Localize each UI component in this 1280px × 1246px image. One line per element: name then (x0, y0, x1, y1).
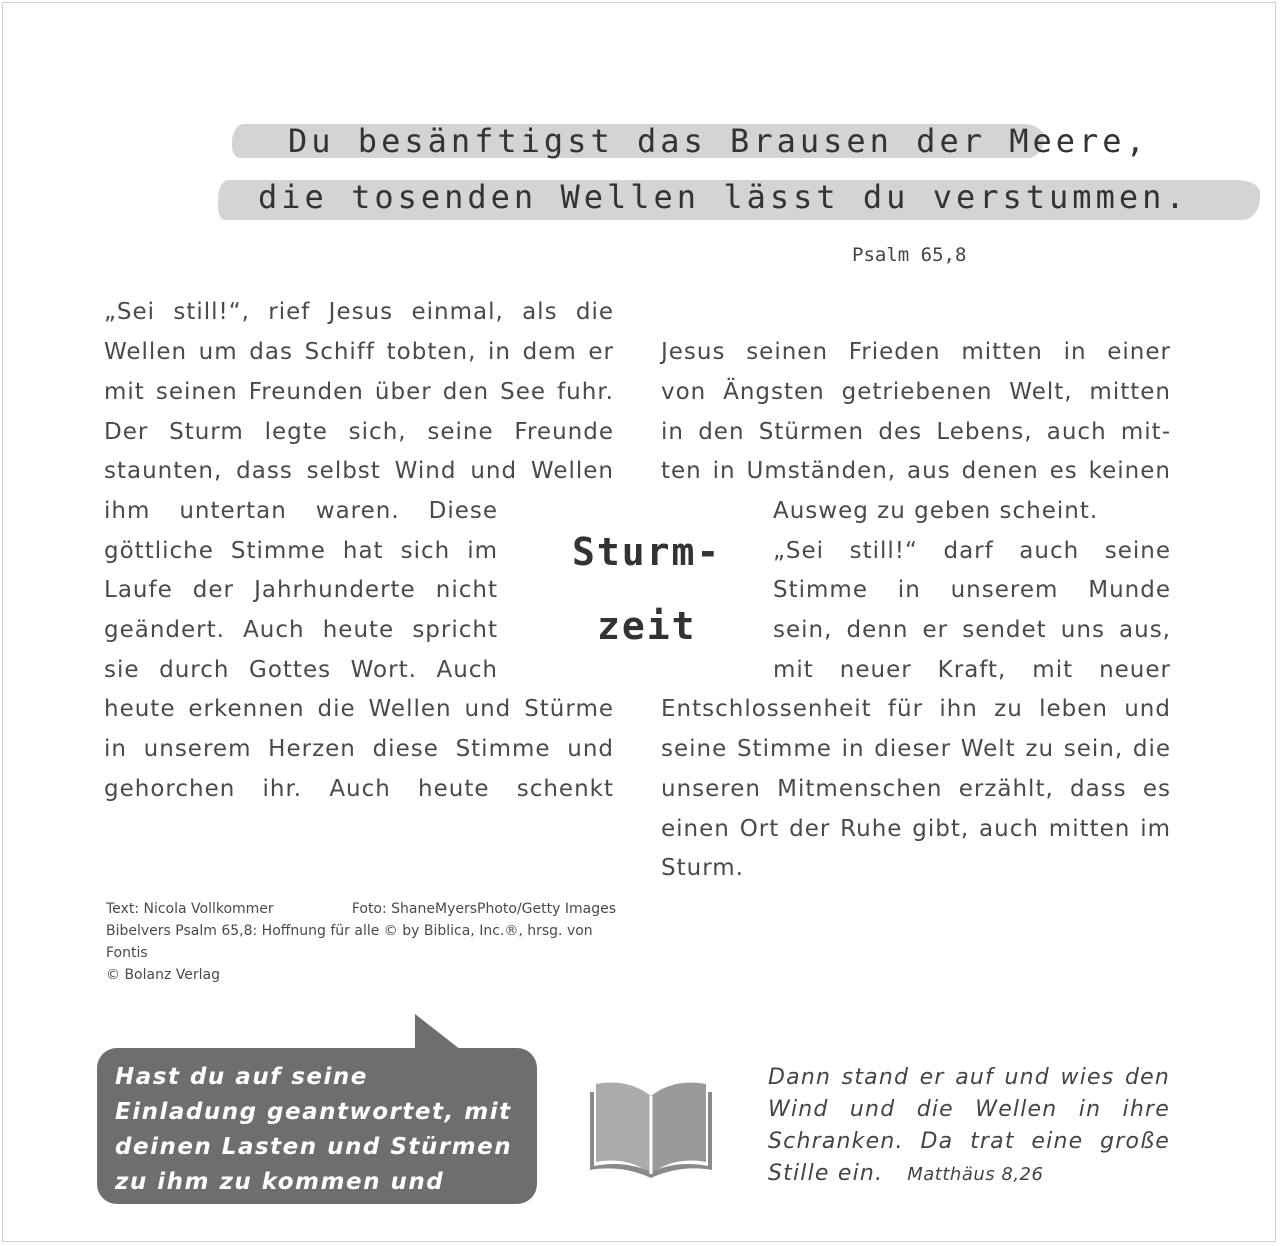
left-line-4: Der Sturm legte sich, seine Freunde (104, 419, 614, 445)
left-line-12: in unserem Herzen diese Stimme und (104, 736, 614, 762)
left-line-2: Wellen um das Schiff tobten, in dem er (104, 339, 614, 365)
right-line-5: Ausweg zu geben scheint. (773, 498, 1099, 524)
left-line-9: geändert. Auch heute spricht (104, 617, 498, 643)
psalm-quote-line-2: die tosenden Wellen lässt du verstummen. (258, 178, 1189, 216)
left-line-8: Laufe der Jahrhunderte nicht (104, 577, 498, 603)
credits (106, 898, 626, 986)
credit-photo: Foto: ShaneMyersPhoto/Getty Images (351, 901, 616, 917)
bubble-question: Hast du auf seine Einladung geantwortet, mit deinen Lasten und Stürmen zu ihm zu kommen und Frieden zu finden? (115, 1064, 513, 1230)
left-line-5: staunten, dass selbst Wind und Wellen (104, 458, 614, 484)
speech-bubble (97, 1048, 537, 1230)
right-line-3: in den Stürmen des Lebens, auch mit- (661, 419, 1171, 445)
psalm-reference: Psalm 65,8 (852, 244, 967, 266)
right-line-8: sein, denn er sendet uns aus, (773, 617, 1171, 643)
left-line-1: „Sei still!“, rief Jesus einmal, als die (104, 299, 614, 325)
left-line-7: göttliche Stimme hat sich im (104, 538, 498, 564)
left-line-13: gehorchen ihr. Auch heute schenkt (104, 776, 614, 802)
left-line-10: sie durch Gottes Wort. Auch (104, 657, 498, 683)
right-line-1: Jesus seinen Frieden mitten in einer (661, 339, 1171, 365)
bible-quote (768, 1062, 1170, 1191)
heading-line-1: Sturm- (572, 530, 722, 574)
right-line-6: „Sei still!“ darf auch seine (773, 538, 1171, 564)
right-line-7: Stimme in unserem Munde (773, 577, 1171, 603)
left-line-6: ihm untertan waren. Diese (104, 498, 498, 524)
credit-publisher: © Bolanz Verlag (106, 967, 220, 983)
right-line-10: Entschlossenheit für ihn zu leben und (661, 696, 1171, 722)
right-line-2: von Ängsten getriebenen Welt, mitten (661, 379, 1171, 405)
speech-bubble-tail (415, 1014, 461, 1050)
psalm-quote-line-1: Du besänftigst das Brausen der Meere, (288, 122, 1149, 160)
left-line-11: heute erkennen die Wellen und Stürme (104, 696, 614, 722)
open-book-icon (588, 1076, 714, 1178)
right-line-11: seine Stimme in dieser Welt zu sein, die (661, 736, 1171, 762)
credit-text-author: Text: Nicola Vollkommer (106, 901, 274, 917)
bible-quote-text: Dann stand er auf und wies den Wind und die Wellen in ihre Schranken. Da trat eine große Stille ein. (768, 1065, 1170, 1186)
right-line-9: mit neuer Kraft, mit neuer (773, 657, 1171, 683)
right-line-14: Sturm. (661, 855, 744, 881)
left-line-3: mit seinen Freunden über den See fuhr. (104, 379, 614, 405)
bible-quote-reference: Matthäus 8,26 (907, 1164, 1044, 1185)
right-line-4: ten in Umständen, aus denen es keinen (661, 458, 1171, 484)
right-line-13: einen Ort der Ruhe gibt, auch mitten im (661, 816, 1171, 842)
right-line-12: unseren Mitmenschen erzählt, dass es (661, 776, 1171, 802)
heading-line-2: zeit (597, 604, 697, 648)
credit-bible: Bibelvers Psalm 65,8: Hoffnung für alle © by Biblica, Inc.®, hrsg. von Fontis (106, 923, 593, 961)
